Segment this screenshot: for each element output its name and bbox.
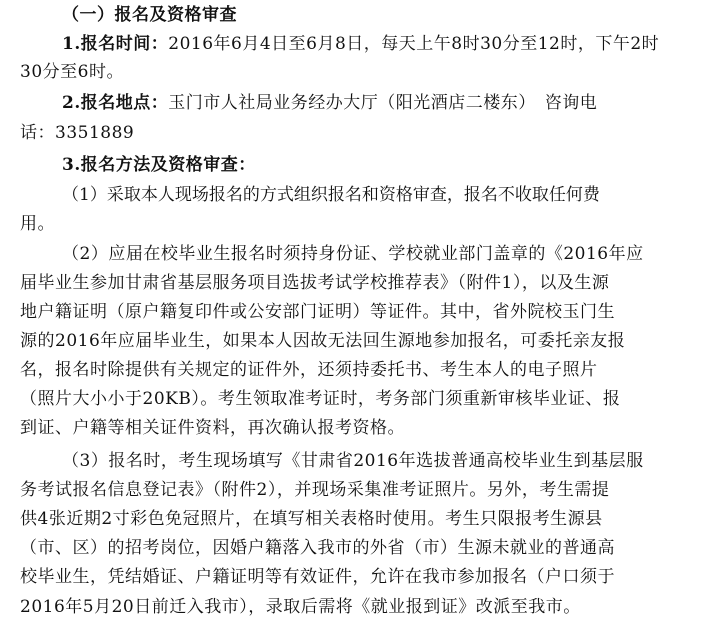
item3-label: 3.报名方法及资格审查：: [62, 155, 256, 175]
item2-line2: 话：3351889: [20, 123, 135, 143]
sub3-line: 校毕业生，凭结婚证、户籍证明等有效证件，允许在我市参加报名（户口须于: [20, 567, 615, 587]
sub2-line: （2）应届在校毕业生报名时须持身份证、学校就业部门盖章的《2016年应: [62, 244, 644, 264]
sub2-line: 到证、户籍等相关证件资料，再次确认报考资格。: [20, 418, 405, 438]
sub3-line: 务考试报名信息登记表》（附件2），并现场采集准考证照片。另外，考生需提: [20, 480, 610, 500]
item1-line1: [62, 33, 708, 55]
item1-line2: 30分至6时。: [20, 62, 124, 82]
item2-text-1: 玉门市人社局业务经办大厅（阳光酒店二楼东） 咨询电: [168, 93, 598, 113]
sub1-line: （1）采取本人现场报名的方式组织报名和资格审查，报名不收取任何费: [62, 185, 600, 205]
item2-label: 2.报名地点：: [62, 93, 169, 113]
sub2-line: 源的2016年应届毕业生，如果本人因故无法回生源地参加报名，可委托亲友报: [20, 331, 626, 351]
item2-line1: [62, 92, 708, 114]
item1-text-1: 2016年6月4日至6月8日，每天上午8时30分至12时，下午2时: [168, 34, 660, 54]
sub3-line: 供4张近期2寸彩色免冠照片，在填写相关表格时使用。考生只限报考生源县: [20, 509, 603, 529]
sub3-line: （市、区）的招考岗位，因婚户籍落入我市的外省（市）生源未就业的普通高: [20, 538, 615, 558]
sub3-line: 2016年5月20日前迁入我市），录取后需将《就业报到证》改派至我市。: [20, 597, 581, 617]
item1-label: 1.报名时间：: [62, 34, 169, 54]
sub2-line: 名，报名时除提供有关规定的证件外，还须持委托书、考生本人的电子照片: [20, 360, 598, 380]
sub3-line: （3）报名时，考生现场填写《甘肃省2016年选拔普通高校毕业生到基层服: [62, 451, 644, 471]
section-heading: （一）报名及资格审查: [62, 5, 237, 25]
sub2-line: 地户籍证明（原户籍复印件或公安部门证明）等证件。其中，省外院校玉门生: [20, 302, 615, 322]
sub1-line: 用。: [20, 214, 55, 234]
sub2-line: 届毕业生参加甘肃省基层服务项目选拔考试学校推荐表》（附件1），以及生源: [20, 273, 610, 293]
sub2-line: （照片大小小于20KB）。考生领取准考证时，考务部门须重新审核毕业证、报: [20, 389, 621, 409]
